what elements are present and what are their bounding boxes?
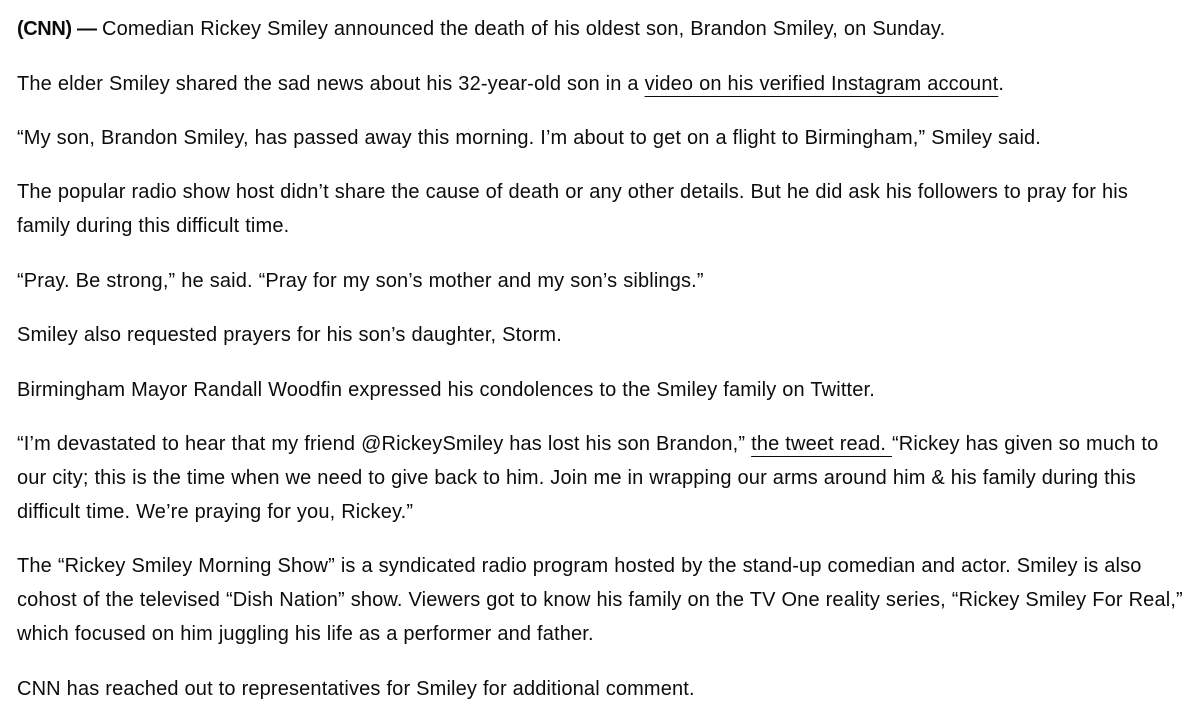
article-paragraph-7: Birmingham Mayor Randall Woodfin expressed his condolences to the Smiley family on Twitter.	[17, 379, 875, 401]
paragraph-text: Comedian Rickey Smiley announced the death of his oldest son, Brandon Smiley, on Sunday.	[101, 18, 946, 40]
article-paragraph-2	[17, 67, 1187, 101]
tweet-link[interactable]: the tweet read.	[751, 433, 892, 455]
article-paragraph-6: Smiley also requested prayers for his son’s daughter, Storm.	[17, 324, 562, 346]
article-paragraph-9: The “Rickey Smiley Morning Show” is a syndicated radio program hosted by the stand-up comedian and actor. Smiley is also cohost of the televised “Dish Nation” show. Viewers got to know his family on the TV One reality series, “Rickey Smiley For Real,” which focused on him juggling his life as a performer and father.	[17, 555, 1183, 645]
source-label: (CNN)	[17, 18, 72, 40]
article-paragraph-3: “My son, Brandon Smiley, has passed away this morning. I’m about to get on a flight to Birmingham,” Smiley said.	[17, 127, 1042, 149]
article-paragraph-10: CNN has reached out to representatives for Smiley for additional comment.	[17, 678, 695, 700]
article-paragraph-5: “Pray. Be strong,” he said. “Pray for my son’s mother and my son’s siblings.”	[17, 270, 704, 292]
paragraph-text: “I’m devastated to hear that my friend @RickeySmiley has lost his son Brandon,”	[17, 433, 752, 455]
article-paragraph-8	[17, 427, 1187, 529]
paragraph-text-end: “Rickey has given so much to our city; this is the time when we need to give back to him. Join me in wrapping our arms around him & his family during this difficult time. We’re praying for you, Rickey.”	[17, 433, 1159, 523]
article-paragraph-1	[17, 12, 1187, 46]
article-paragraph-4: The popular radio show host didn’t share the cause of death or any other details. But he did ask his followers to pray for his family during this difficult time.	[17, 181, 1128, 237]
paragraph-text: The elder Smiley shared the sad news about his 32-year-old son in a	[17, 73, 645, 95]
source-dash: —	[71, 18, 102, 40]
instagram-video-link[interactable]: video on his verified Instagram account	[644, 73, 999, 95]
paragraph-text-end: .	[998, 73, 1005, 95]
